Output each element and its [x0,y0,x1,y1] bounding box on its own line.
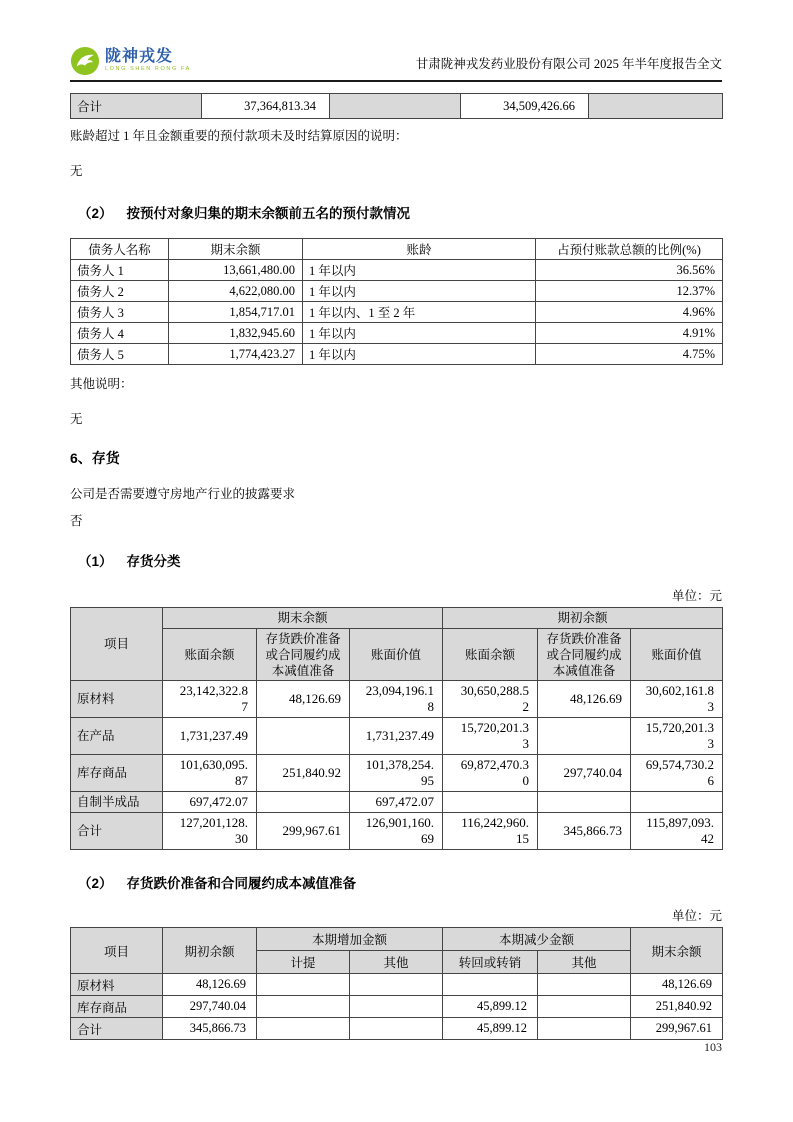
debtor-name-cell: 债务人 4 [71,323,169,344]
heading-text: 存货跌价准备和合同履约成本减值准备 [126,876,357,891]
prepayment-top5-table [70,238,723,365]
inventory-classification-table [70,607,723,850]
value-cell: 126,901,160.69 [350,813,443,850]
aging-note-label: 账龄超过 1 年且金额重要的预付款项未及时结算原因的说明： [70,129,408,143]
value-cell: 127,201,128.30 [163,813,257,850]
brand-name-en: LONG SHEN RONG FA [105,66,191,73]
brand-text [105,49,191,73]
value-cell: 15,720,201.33 [443,718,538,755]
value-cell: 69,872,470.30 [443,755,538,792]
value-cell: 15,720,201.33 [631,718,723,755]
heading-number: （2） [78,876,113,891]
header-accrual: 计提 [257,951,350,974]
table-row [71,281,723,302]
value-cell [257,996,350,1018]
end-balance-cell: 13,661,480.00 [169,260,303,281]
header-group-increase: 本期增加金额 [257,928,443,951]
header-book-value: 账面价值 [631,629,723,681]
header-group-end-balance: 期末余额 [163,608,443,629]
header-provision [257,629,350,681]
table-row [71,718,723,755]
empty-cell [589,94,723,119]
aging-cell: 1 年以内 [303,323,536,344]
page-number: 103 [704,1040,722,1054]
table-row [71,94,723,119]
value-cell [257,974,350,996]
value-cell [538,792,631,813]
end-balance-cell: 1,774,423.27 [169,344,303,365]
header-end-balance: 期末余额 [169,239,303,260]
ratio-cell: 4.75% [536,344,723,365]
inventory-answer: 否 [70,514,83,528]
aging-cell: 1 年以内、1 至 2 年 [303,302,536,323]
header-other: 其他 [350,951,443,974]
value-cell: 345,866.73 [163,1018,257,1040]
value-cell: 23,142,322.87 [163,681,257,718]
other-note-label: 其他说明： [70,377,133,391]
value-cell: 697,472.07 [163,792,257,813]
brand-name-cn: 陇神戎发 [105,48,174,66]
table-row [71,792,723,813]
aging-note-value: 无 [70,164,83,178]
header-other: 其他 [538,951,631,974]
ratio-cell: 4.91% [536,323,723,344]
item-cell: 原材料 [71,974,163,996]
item-cell: 库存商品 [71,996,163,1018]
ratio-cell: 36.56% [536,260,723,281]
aging-cell: 1 年以内 [303,281,536,302]
table-subheader-row [71,629,723,681]
empty-cell [330,94,461,119]
header-begin-balance: 期初余额 [163,928,257,974]
total-end-balance-cell: 37,364,813.34 [202,94,330,119]
value-cell: 697,472.07 [350,792,443,813]
header-group-decrease: 本期减少金额 [443,928,631,951]
table-header-row [71,239,723,260]
header-divider [70,80,722,82]
page-title: 甘肃陇神戎发药业股份有限公司 2025 年半年度报告全文 [415,57,722,71]
value-cell: 45,899.12 [443,1018,538,1040]
value-cell: 48,126.69 [631,974,723,996]
value-cell: 30,602,161.83 [631,681,723,718]
table-row [71,755,723,792]
value-cell: 30,650,288.52 [443,681,538,718]
value-cell: 48,126.69 [163,974,257,996]
value-cell [538,974,631,996]
unit-label: 单位：元 [671,909,722,923]
table-row [71,974,723,996]
section-heading-inventory: 6、存货 [70,450,120,466]
section-heading-inventory-classification [70,550,722,570]
value-cell: 48,126.69 [538,681,631,718]
brand-logo-icon [70,46,100,76]
header-debtor-name: 债务人名称 [71,239,169,260]
total-label-cell: 合计 [71,94,202,119]
value-cell: 251,840.92 [257,755,350,792]
table-header-row [71,608,723,629]
heading-text: 按预付对象归集的期末余额前五名的预付款情况 [126,206,411,221]
section-heading-prepay-top5 [70,202,722,222]
table-total-row [71,813,723,850]
value-cell: 251,840.92 [631,996,723,1018]
heading-number: （1） [78,554,113,569]
header-end-balance: 期末余额 [631,928,723,974]
aging-cell: 1 年以内 [303,344,536,365]
debtor-name-cell: 债务人 1 [71,260,169,281]
item-cell: 库存商品 [71,755,163,792]
debtor-name-cell: 债务人 5 [71,344,169,365]
value-cell: 1,731,237.49 [350,718,443,755]
table-row [71,302,723,323]
value-cell: 345,866.73 [538,813,631,850]
value-cell [350,1018,443,1040]
value-cell: 116,242,960.15 [443,813,538,850]
unit-label: 单位：元 [671,589,722,603]
ratio-cell: 4.96% [536,302,723,323]
header-book-balance: 账面余额 [443,629,538,681]
table-row [71,323,723,344]
heading-number: （2） [78,206,113,221]
end-balance-cell: 1,854,717.01 [169,302,303,323]
value-cell: 23,094,196.18 [350,681,443,718]
brand-logo [70,46,191,76]
inventory-provision-table [70,927,723,1040]
value-cell: 299,967.61 [631,1018,723,1040]
header-book-balance: 账面余额 [163,629,257,681]
value-cell [631,792,723,813]
item-cell: 合计 [71,813,163,850]
value-cell [257,1018,350,1040]
end-balance-cell: 4,622,080.00 [169,281,303,302]
end-balance-cell: 1,832,945.60 [169,323,303,344]
value-cell [350,974,443,996]
debtor-name-cell: 债务人 3 [71,302,169,323]
item-cell: 原材料 [71,681,163,718]
table-total-row [71,1018,723,1040]
inventory-question: 公司是否需要遵守房地产行业的披露要求 [70,487,296,501]
value-cell [443,974,538,996]
header-item: 项目 [71,608,163,681]
page-header [70,0,722,76]
value-cell: 101,378,254.95 [350,755,443,792]
debtor-name-cell: 债务人 2 [71,281,169,302]
header-reversal: 转回或转销 [443,951,538,974]
other-note-value: 无 [70,412,83,426]
value-cell: 45,899.12 [443,996,538,1018]
value-cell [538,996,631,1018]
item-cell: 合计 [71,1018,163,1040]
section-heading-inventory-provision [70,872,722,892]
value-cell [257,792,350,813]
table-row [71,260,723,281]
value-cell [350,996,443,1018]
total-begin-balance-cell: 34,509,426.66 [461,94,589,119]
header-ratio: 占预付账款总额的比例(%) [536,239,723,260]
header-group-begin-balance: 期初余额 [443,608,723,629]
value-cell: 69,574,730.26 [631,755,723,792]
item-cell: 自制半成品 [71,792,163,813]
value-cell: 297,740.04 [538,755,631,792]
header-aging: 账龄 [303,239,536,260]
heading-text: 存货分类 [126,554,181,569]
value-cell [443,792,538,813]
table-row [71,681,723,718]
table-row [71,996,723,1018]
value-cell [538,718,631,755]
table-row [71,344,723,365]
header-item: 项目 [71,928,163,974]
ratio-cell: 12.37% [536,281,723,302]
value-cell: 297,740.04 [163,996,257,1018]
header-provision-text: 存货跌价准备或合同履约成本减值准备 [546,631,622,678]
header-provision-text: 存货跌价准备或合同履约成本减值准备 [265,631,341,678]
value-cell: 1,731,237.49 [163,718,257,755]
value-cell: 101,630,095.87 [163,755,257,792]
aging-cell: 1 年以内 [303,260,536,281]
header-provision [538,629,631,681]
value-cell: 299,967.61 [257,813,350,850]
item-cell: 在产品 [71,718,163,755]
value-cell: 115,897,093.42 [631,813,723,850]
value-cell [538,1018,631,1040]
table-header-row [71,928,723,951]
value-cell: 48,126.69 [257,681,350,718]
value-cell [257,718,350,755]
header-book-value: 账面价值 [350,629,443,681]
prepayment-total-table [70,93,723,119]
